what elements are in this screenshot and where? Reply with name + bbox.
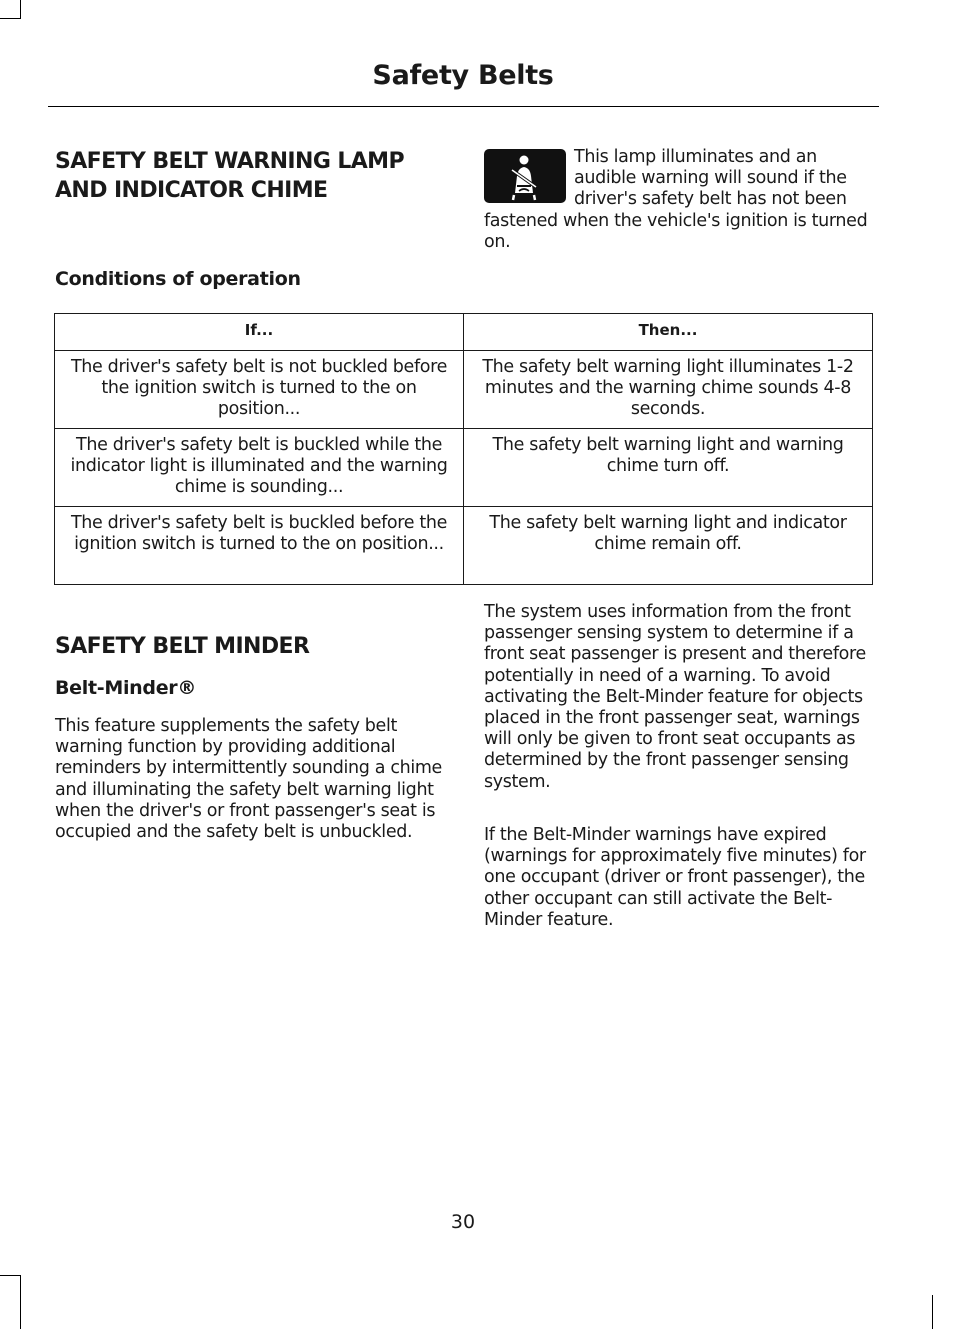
- page-title: Safety Belts: [372, 60, 554, 91]
- table-cell-then: The safety belt warning light and indicator chime remain off.: [464, 507, 873, 585]
- table-cell-then: The safety belt warning light and warning chime turn off.: [464, 429, 873, 507]
- crop-mark-top-left-h: [0, 18, 21, 19]
- table-cell-if: The driver's safety belt is not buckled before the ignition switch is turned to the on position...: [55, 351, 464, 429]
- belt-minder-paragraph-1: This feature supplements the safety belt warning function by providing additional reminders by intermittently sounding a chime and illuminating the safety belt warning light when the driver's or front passenger's seat is occupied and the safety belt is unbuckled.: [55, 716, 442, 843]
- conditions-table: [54, 313, 873, 585]
- table-header-if: If...: [55, 314, 464, 351]
- table-header-then: Then...: [464, 314, 873, 351]
- page-number: 30: [450, 1211, 476, 1233]
- title-divider: [48, 106, 879, 107]
- belt-minder-paragraph-3: If the Belt-Minder warnings have expired (warnings for approximately five minutes) for one occupant (driver or front passenger), the other occupant can still activate the Belt-Minder feature.: [484, 825, 866, 930]
- table-cell-if: The driver's safety belt is buckled before the ignition switch is turned to the on position...: [55, 507, 464, 585]
- table-row: [55, 429, 873, 507]
- table-row: [55, 507, 873, 585]
- table-header-row: [55, 314, 873, 351]
- crop-mark-bottom-right-v: [932, 1295, 933, 1329]
- crop-mark-top-left-v: [20, 0, 21, 18]
- warning-lamp-description-block: [484, 147, 876, 253]
- conditions-heading: Conditions of operation: [55, 268, 301, 290]
- table-cell-if: The driver's safety belt is buckled while the indicator light is illuminated and the warning chime is sounding...: [55, 429, 464, 507]
- crop-mark-bottom-left-h: [0, 1275, 21, 1276]
- seatbelt-warning-icon: [484, 149, 566, 203]
- table-row: [55, 351, 873, 429]
- crop-mark-bottom-left-v: [20, 1275, 21, 1329]
- table-cell-then: The safety belt warning light illuminates 1-2 minutes and the warning chime sounds 4-8 seconds.: [464, 351, 873, 429]
- belt-minder-paragraph-2: The system uses information from the front passenger sensing system to determine if a front seat passenger is present and therefore potentially in need of a warning. To avoid activating the Belt-Minder feature for objects placed in the front passenger seat, warnings will only be given to front seat occupants as determined by the front passenger sensing system.: [484, 602, 866, 792]
- belt-minder-heading: SAFETY BELT MINDER: [55, 634, 310, 659]
- warning-lamp-description: This lamp illuminates and an audible warning will sound if the driver's safety belt has not been fastened when the vehicle's ignition is turned on.: [484, 147, 868, 252]
- belt-minder-subheading: Belt-Minder®: [55, 677, 197, 699]
- warning-lamp-heading: SAFETY BELT WARNING LAMP AND INDICATOR CHIME: [55, 149, 404, 203]
